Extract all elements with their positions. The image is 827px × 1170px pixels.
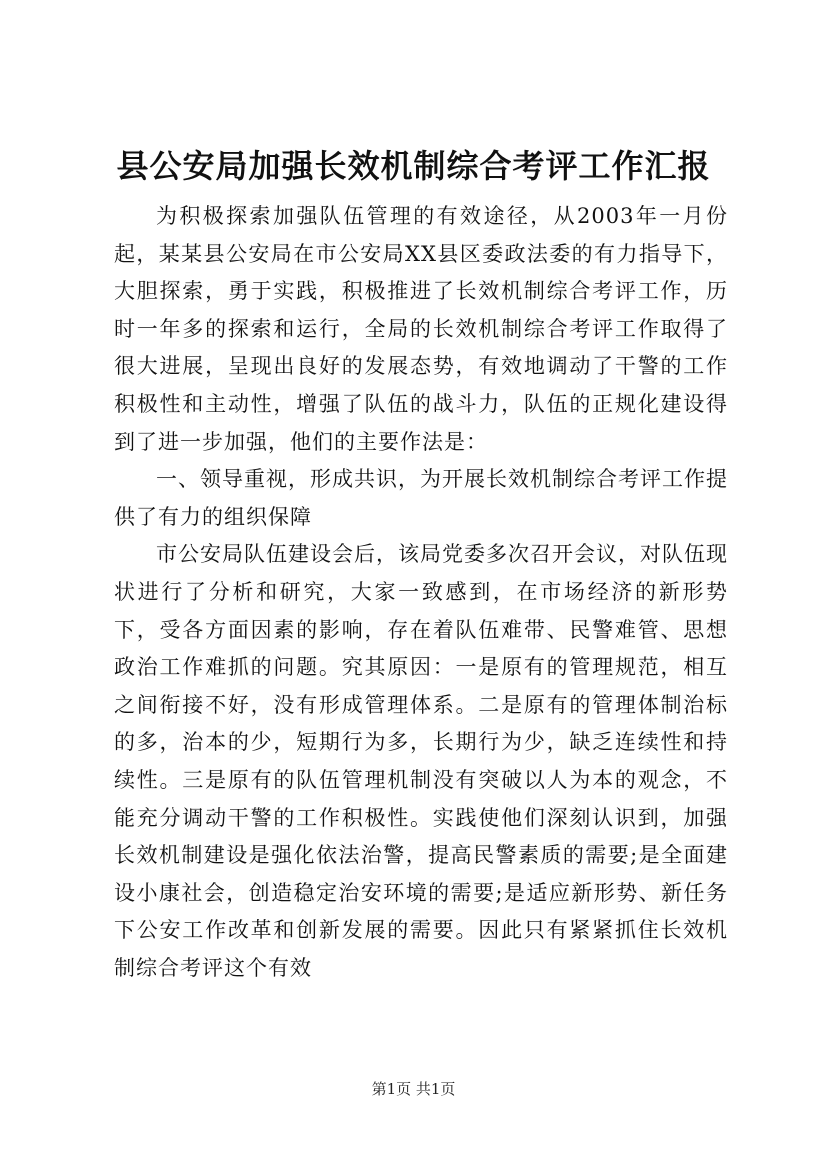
paragraph-intro: 为积极探索加强队伍管理的有效途径，从2003年一月份起，某某县公安局在市公安局XX县区委政法委的有力指导下，大胆探索，勇于实践，积极推进了长效机制综合考评工作，历时一年多的探索和运行，全局的长效机制综合考评工作取得了很大进展，呈现出良好的发展态势，有效地调动了干警的工作积极性和主动性，增强了队伍的战斗力，队伍的正规化建设得到了进一步加强，他们的主要作法是： — [114, 204, 728, 454]
page-footer: 第1页 共1页 — [371, 1080, 456, 1098]
document-body — [114, 198, 728, 987]
paragraph-section-heading: 一、领导重视，形成共识，为开展长效机制综合考评工作提供了有力的组织保障 — [114, 467, 728, 529]
document-title: 县公安局加强长效机制综合考评工作汇报 — [116, 147, 711, 185]
paragraph-analysis: 市公安局队伍建设会后，该局党委多次召开会议，对队伍现状进行了分析和研究，大家一致感到，在市场经济的新形势下，受各方面因素的影响，存在着队伍难带、民警难管、思想政治工作难抓的问题。究其原因：一是原有的管理规范，相互之间衔接不好，没有形成管理体系。二是原有的管理体制治标的多，治本的少，短期行为多，长期行为少，缺乏连续性和持续性。三是原有的队伍管理机制没有突破以人为本的观念，不能充分调动干警的工作积极性。实践使他们深刻认识到，加强长效机制建设是强化依法治警，提高民警素质的需要;是全面建设小康社会，创造稳定治安环境的需要;是适应新形势、新任务下公安工作改革和创新发展的需要。因此只有紧紧抓住长效机制综合考评这个有效 — [114, 542, 728, 980]
